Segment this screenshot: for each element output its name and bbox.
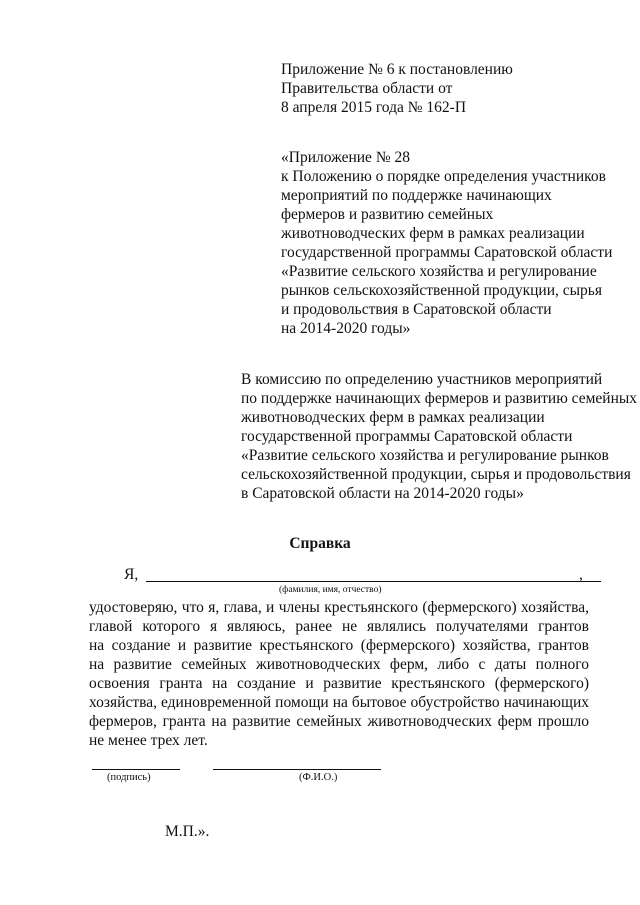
annex-28-block [281, 148, 612, 338]
fio-underline [213, 769, 381, 770]
name-caption: (фамилия, имя, отчество) [279, 585, 382, 595]
addressee-line: В комиссию по определению участников мероприятий [241, 371, 603, 388]
annex-header-line: Приложение № 6 к постановлению [281, 61, 513, 78]
annex-28-line: рынков сельскохозяйственной продукции, сырья [281, 282, 603, 299]
name-suffix: , [579, 566, 583, 583]
annex-28-line: животноводческих ферм в рамках реализации [281, 225, 585, 242]
annex-header-line: 8 апреля 2015 года № 162-П [281, 99, 467, 116]
body-line: фермеров, гранта на развитие семейных животноводческих ферм прошло [89, 713, 589, 730]
annex-28-line: «Приложение № 28 [281, 149, 410, 166]
addressee-line: в Саратовской области на 2014-2020 годы» [241, 485, 524, 502]
annex-28-line: мероприятий по поддержке начинающих [281, 187, 552, 204]
addressee-line: государственной программы Саратовской области [241, 428, 573, 445]
annex-28-line: и продовольствия в Саратовской области [281, 301, 552, 318]
body-line: не менее трех лет. [89, 732, 208, 749]
annex-28-line: фермеров и развитию семейных [281, 206, 494, 223]
stamp-place: М.П.». [165, 823, 210, 840]
addressee-line: по поддержке начинающих фермеров и развитию семейных [241, 390, 638, 407]
body-line: главой которого я являюсь, ранее не являлись получателями грантов [89, 618, 589, 635]
body-paragraph [89, 598, 589, 750]
annex-header [281, 60, 513, 117]
addressee-line: сельскохозяйственной продукции, сырья и продовольствия [241, 466, 631, 483]
body-line: на развитие семейных животноводческих ферм, либо с даты полного [89, 656, 589, 673]
fio-caption: (Ф.И.О.) [299, 772, 338, 783]
body-line: хозяйства, единовременной помощи на бытовое обустройство начинающих [89, 694, 589, 711]
annex-28-line: на 2014-2020 годы» [281, 320, 411, 337]
annex-28-line: к Положению о порядке определения участников [281, 168, 606, 185]
name-underline [146, 581, 601, 582]
body-line: на создание и развитие крестьянского (фермерского) хозяйства, грантов [89, 637, 589, 654]
signature-underline [92, 769, 180, 770]
document-title: Справка [289, 535, 351, 552]
body-line: удостоверяю, что я, глава, и члены крестьянского (фермерского) хозяйства, [89, 599, 589, 616]
name-prefix: Я, [124, 566, 139, 583]
addressee-line: животноводческих ферм в рамках реализации [241, 409, 545, 426]
annex-28-line: государственной программы Саратовской области [281, 244, 613, 261]
signature-caption: (подпись) [107, 772, 151, 783]
annex-header-line: Правительства области от [281, 80, 453, 97]
addressee-block [241, 370, 637, 503]
body-line: освоения гранта на создание и развитие крестьянского (фермерского) [89, 675, 589, 692]
addressee-line: «Развитие сельского хозяйства и регулирование рынков [241, 447, 609, 464]
name-field-row [124, 566, 604, 586]
annex-28-line: «Развитие сельского хозяйства и регулирование [281, 263, 597, 280]
